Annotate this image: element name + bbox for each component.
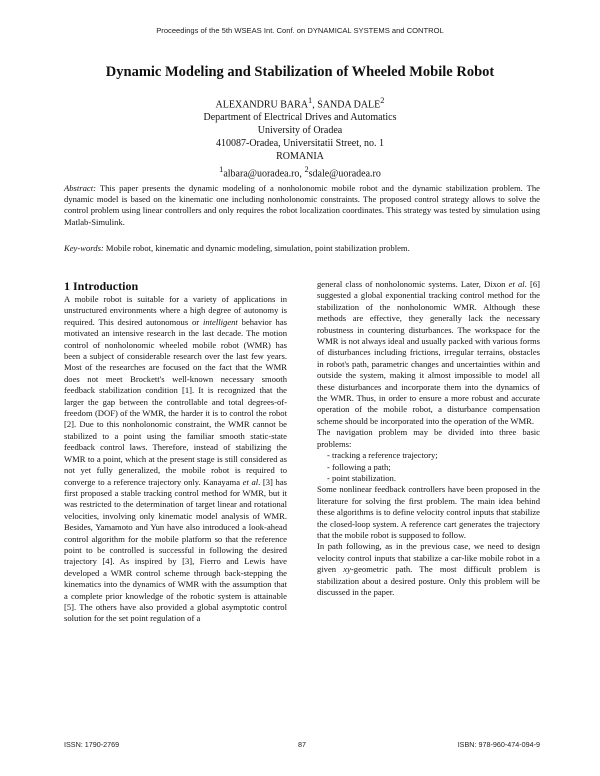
footer-isbn: ISBN: 978-960-474-094-9	[457, 740, 540, 749]
footer-issn: ISSN: 1790-2769	[64, 740, 120, 749]
keywords-label: Key-words:	[64, 243, 104, 253]
author-block	[0, 94, 600, 181]
author-sup-1: 1	[308, 96, 313, 105]
paper-title: Dynamic Modeling and Stabilization of Wheeled Mobile Robot	[105, 64, 495, 80]
column-left	[64, 279, 287, 625]
email-1: albara@uoradea.ro,	[223, 168, 305, 180]
abstract	[64, 183, 540, 228]
abstract-text: This paper presents the dynamic modeling of a nonholonomic mobile robot and the dynamic stabilization problem. The dynamic model is based on the kinematic one including nonholonomic constraints. The proposed control strategy allows to solve the control problem using linear controllers and only requires the robot localization coordinates. This strategy was tested by simulation using Matlab-Simulink.	[64, 183, 540, 227]
author-department: Department of Electrical Drives and Automatics	[203, 112, 397, 124]
paragraph-2: general class of nonholonomic systems. Later, Dixon et al. [6] suggested a global exponential tracking control method for the stabilization of the nonholonomic WMR. Although these methods are effective, they generally lack the necessary robustness in countering disturbances. The workspace for the WMR is not always ideal and usually packed with various forms of disturbances including frictions, irregular terrains, obstacles in robot's path, parametric changes and uncertainties within and outside the system, making it almost impossible to model all these disturbances and incorporate them into the dynamics of the WMR. Thus, in order to ensure a more robust and accurate operation of the mobile robot, a disturbance compensation scheme should be incorporated into the operation of the WMR.	[317, 279, 540, 426]
author-country: ROMANIA	[276, 151, 324, 163]
keywords	[64, 243, 540, 254]
footer-page-number: 87	[298, 740, 306, 749]
paragraph-5: In path following, as in the previous case, we need to design velocity control inputs that stabilize a car-like mobile robot in a given xy-geometric path. The most difficult problem is stabilization about a desired posture. Only this problem will be discussed in the paper.	[317, 541, 540, 597]
author-address: 410087-Oradea, Universitatii Street, no. 1	[215, 138, 384, 150]
paragraph-4: Some nonlinear feedback controllers have been proposed in the literature for solving the first problem. The main idea behind these algorithms is to define velocity control inputs that stabilize the closed-loop system. A reference cart generates the trajectory that the mobile robot is supposed to follow.	[317, 484, 540, 540]
author-name-2: , SANDA DALE	[312, 99, 381, 111]
list-item: - tracking a reference trajectory;	[327, 450, 540, 461]
list-item: - point stabilization.	[327, 473, 540, 484]
email-sup-2: 2	[304, 165, 309, 175]
author-sup-2: 2	[380, 96, 385, 105]
abstract-label: Abstract:	[64, 183, 96, 193]
column-right	[317, 279, 540, 598]
author-emails	[0, 163, 600, 180]
section-heading: 1 Introduction	[64, 279, 139, 293]
list-item: - following a path;	[327, 462, 540, 473]
email-sup-1: 1	[219, 165, 224, 175]
problem-list	[317, 450, 540, 484]
author-university: University of Oradea	[257, 125, 343, 137]
running-header: Proceedings of the 5th WSEAS Int. Conf. on DYNAMICAL SYSTEMS and CONTROL	[156, 26, 444, 35]
paragraph-3: The navigation problem may be divided into three basic problems:	[317, 427, 540, 449]
author-name-1: ALEXANDRU BARA	[215, 99, 309, 111]
email-2: sdale@uoradea.ro	[308, 168, 381, 180]
keywords-text: Mobile robot, kinematic and dynamic modeling, simulation, point stabilization problem.	[103, 243, 410, 253]
author-names	[0, 94, 600, 111]
paragraph-1: A mobile robot is suitable for a variety of applications in unstructured environments where a high degree of autonomy is required. This desired autonomous or intelligent behavior has motivated an intensive research in the last decade. The motion control of nonholonomic wheeled mobile robot (WMR) has been a subject of considerable research over the last few years. Most of the researches are focused on the fact that the WMR does not meet Brockett's well-known necessary smooth feedback stabilization condition [1]. It is recognized that the larger the gap between the controllable and total degrees-of-freedom (DOF) of the WMR, the harder it is to control the robot [2]. Due to this nonholonomic constraint, the WMR cannot be stabilized to a point using the familiar smooth static-state feedback control laws. Therefore, instead of stabilizing the WMR to a point, which at the present stage is still considered as not yet fully generalized, the mobile robot is required to converge to a reference trajectory only. Kanayama et al. [3] has first proposed a stable tracking control method for WMR, but it was restricted to the determination of target linear and rotational velocities, involving only kinematic model analysis of WMR. Besides, Yamamoto and Yun have also introduced a look-ahead control algorithm for the mobile platform so that the reference point to be controlled is successful in following the desired trajectory [4]. As inspired by [3], Fierro and Lewis have developed a WMR control scheme through back-stepping the kinematics into the dynamics of WMR with the assumption that a complete prior knowledge of the robotic system is attainable [5]. The others have also provided a global asymptotic control solution for the set point regulation of a	[64, 294, 287, 624]
